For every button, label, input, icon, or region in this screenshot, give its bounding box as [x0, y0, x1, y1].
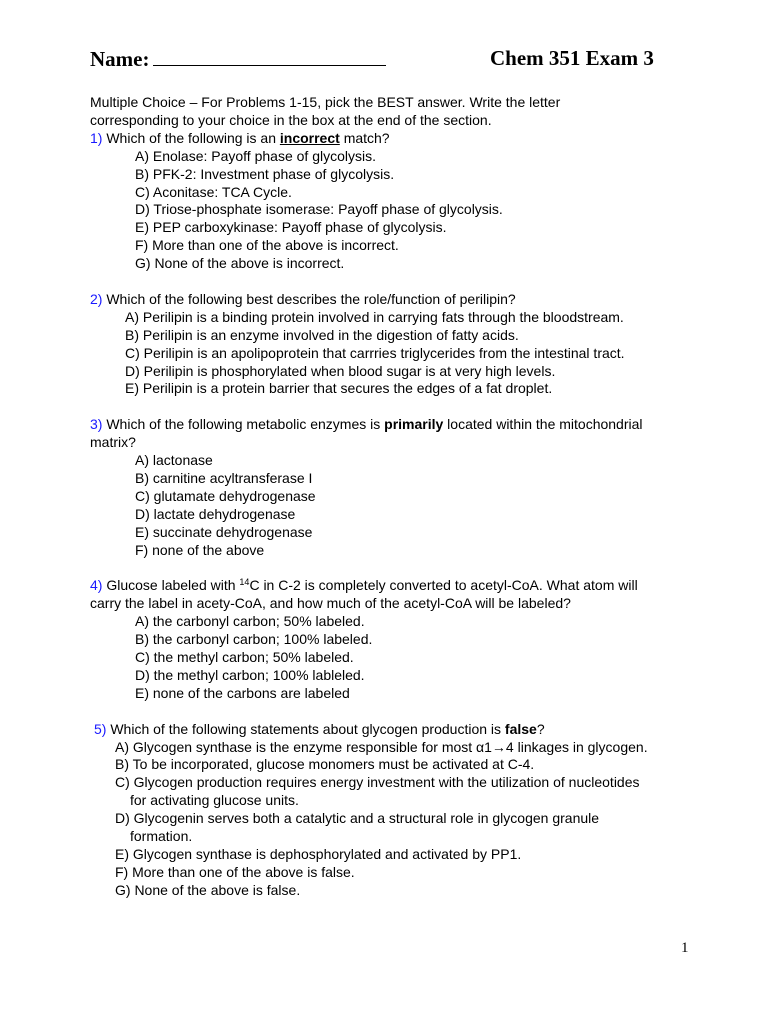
name-field [90, 46, 386, 72]
answer-option: A) Enolase: Payoff phase of glycolysis. [135, 147, 376, 164]
answer-option-continued: for activating glucose units. [130, 792, 299, 809]
answer-option: D) Triose-phosphate isomerase: Payoff phase of glycolysis. [135, 201, 503, 218]
answer-option: C) the methyl carbon; 50% labeled. [135, 649, 354, 666]
answer-option: G) None of the above is incorrect. [135, 255, 345, 272]
question-number: 2) [90, 290, 103, 307]
answer-option: D) Glycogenin serves both a catalytic and a structural role in glycogen granule [115, 810, 600, 827]
answer-option: C) Aconitase: TCA Cycle. [135, 183, 292, 200]
answer-option: E) succinate dehydrogenase [135, 523, 313, 540]
question-number: 3) [90, 416, 103, 433]
answer-option: D) lactate dehydrogenase [135, 505, 296, 522]
answer-option: B) PFK-2: Investment phase of glycolysis. [135, 165, 395, 182]
answer-option: E) Perilipin is a protein barrier that secures the edges of a fat droplet. [125, 380, 553, 397]
answer-option: D) the methyl carbon; 100% lableled. [135, 666, 365, 683]
question-2: 2) Which of the following best describes the role/function of perilipin? [90, 290, 516, 307]
answer-option: C) Perilipin is an apolipoprotein that carrries triglycerides from the intestinal tract. [125, 344, 625, 361]
answer-option: E) none of the carbons are labeled [135, 684, 350, 701]
name-label: Name: [90, 47, 150, 71]
page-number: 1 [681, 940, 689, 956]
question-1: 1) Which of the following is an incorrect match? [90, 129, 390, 146]
answer-option: A) Glycogen synthase is the enzyme responsible for most α1→4 linkages in glycogen. [115, 738, 648, 755]
question-3-continued: matrix? [90, 434, 136, 451]
emphasis: incorrect [279, 129, 340, 146]
question-number: 1) [90, 129, 103, 146]
answer-option: F) More than one of the above is false. [115, 863, 355, 880]
isotope-superscript: 14 [239, 577, 250, 588]
answer-option: B) Perilipin is an enzyme involved in the digestion of fatty acids. [125, 326, 519, 343]
answer-option: C) glutamate dehydrogenase [135, 487, 316, 504]
exam-body [90, 94, 695, 900]
answer-option-continued: formation. [130, 828, 193, 845]
instructions-line: Multiple Choice – For Problems 1-15, pick the BEST answer. Write the letter [90, 94, 561, 110]
question-number: 5) [94, 720, 107, 737]
answer-option: A) lactonase [135, 452, 213, 469]
question-5: 5) Which of the following statements about glycogen production is false? [94, 720, 545, 737]
answer-option: E) Glycogen synthase is dephosphorylated and activated by PP1. [115, 846, 522, 862]
answer-option: D) Perilipin is phosphorylated when blood sugar is at very high levels. [125, 362, 556, 379]
answer-option: A) Perilipin is a binding protein involved in carrying fats through the bloodstream. [125, 308, 624, 325]
question-4: 4) Glucose labeled with $^{14}$C in C-2 is completely converted to acetyl-CoA. What atom will [90, 577, 638, 594]
emphasis: primarily [384, 416, 444, 433]
answer-option: B) carnitine acyltransferase I [135, 470, 313, 486]
name-blank-line [153, 46, 386, 66]
answer-option: F) More than one of the above is incorrect. [135, 237, 399, 254]
exam-title: Chem 351 Exam 3 [490, 46, 654, 70]
answer-option: F) none of the above [135, 541, 265, 558]
answer-option: B) the carbonyl carbon; 100% labeled. [135, 631, 373, 648]
answer-option: G) None of the above is false. [115, 881, 301, 898]
question-3: 3) Which of the following metabolic enzymes is primarily located within the mitochondrial [90, 416, 643, 433]
answer-option: A) the carbonyl carbon; 50% labeled. [135, 613, 365, 630]
emphasis: false [504, 720, 537, 737]
answer-option: C) Glycogen production requires energy investment with the utilization of nucleotides [115, 774, 640, 791]
question-4-continued: carry the label in acety-CoA, and how much of the acetyl-CoA will be labeled? [90, 595, 571, 612]
answer-option: E) PEP carboxykinase: Payoff phase of glycolysis. [135, 219, 447, 236]
question-number: 4) [90, 577, 103, 594]
answer-option: B) To be incorporated, glucose monomers must be activated at C-4. [115, 756, 535, 773]
instructions-line: corresponding to your choice in the box at the end of the section. [90, 111, 492, 128]
